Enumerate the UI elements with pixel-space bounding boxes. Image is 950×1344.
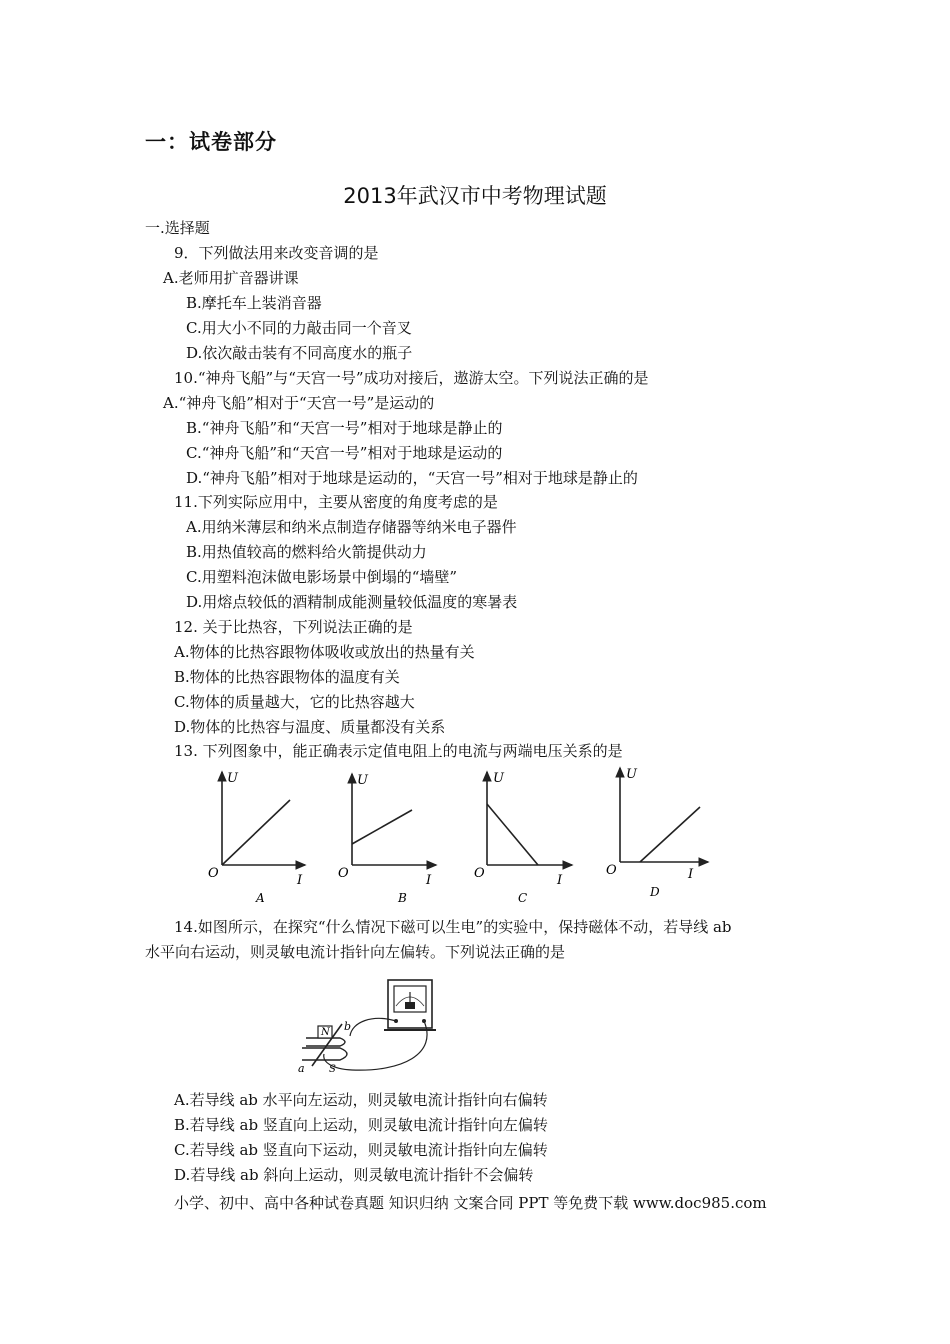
q13-graphs-figure xyxy=(200,762,730,904)
graph-c xyxy=(474,771,572,904)
q9-stem: 9．下列做法用来改变音调的是 xyxy=(174,244,379,262)
u-magnet xyxy=(302,1026,347,1075)
graph-a-y-label: U xyxy=(227,771,238,786)
footer-text: 小学、初中、高中各种试卷真题 知识归纳 文案合同 PPT 等免费下载 www.doc985.com xyxy=(174,1194,767,1212)
q12-stem: 12. 关于比热容，下列说法正确的是 xyxy=(174,618,413,636)
graph-b-y-label: U xyxy=(357,773,368,788)
q14-apparatus-figure xyxy=(292,974,442,1082)
q10-option-d: D.“神舟飞船”相对于地球是运动的，“天宫一号”相对于地球是静止的 xyxy=(186,469,638,487)
q11-option-c: C.用塑料泡沫做电影场景中倒塌的“墙壁” xyxy=(186,568,458,586)
galvanometer xyxy=(384,980,436,1030)
q14-option-b: B.若导线 ab 竖直向上运动，则灵敏电流计指针向左偏转 xyxy=(174,1116,548,1134)
graph-d-y-label: U xyxy=(626,767,637,782)
conductor-a-label: a xyxy=(298,1062,305,1075)
q9-option-d: D.依次敲击装有不同高度水的瓶子 xyxy=(186,344,413,362)
graph-d-x-label: I xyxy=(688,867,694,882)
q11-option-b: B.用热值较高的燃料给火箭提供动力 xyxy=(186,543,427,561)
q11-option-a: A.用纳米薄层和纳米点制造存储器等纳米电子器件 xyxy=(186,518,517,536)
q10-option-c: C.“神舟飞船”和“天宫一号”相对于地球是运动的 xyxy=(186,444,503,462)
q14-stem-line1: 14.如图所示，在探究“什么情况下磁可以生电”的实验中，保持磁体不动，若导线 ab xyxy=(174,918,732,936)
graph-d-label: D xyxy=(650,885,660,899)
conductor-b-label: b xyxy=(344,1020,352,1033)
section-heading: 一：试卷部分 xyxy=(145,129,277,154)
graph-c-y-label: U xyxy=(493,771,504,786)
q12-option-c: C.物体的质量越大，它的比热容越大 xyxy=(174,693,415,711)
part-label: 一.选择题 xyxy=(145,219,210,237)
exam-title: 2013年武汉市中考物理试题 xyxy=(343,184,607,208)
q14-stem-line2: 水平向右运动，则灵敏电流计指针向左偏转。下列说法正确的是 xyxy=(145,943,566,961)
graph-a xyxy=(208,771,305,904)
magnet-n-label: N xyxy=(321,1027,330,1038)
graph-c-x-label: I xyxy=(557,873,563,888)
graph-c-line xyxy=(487,804,538,865)
graph-b-origin: O xyxy=(338,866,349,881)
q10-stem: 10.“神舟飞船”与“天宫一号”成功对接后，遨游太空。下列说法正确的是 xyxy=(174,369,649,387)
graph-b xyxy=(338,773,436,904)
graph-d-origin: O xyxy=(606,863,617,878)
q9-option-c: C.用大小不同的力敲击同一个音叉 xyxy=(186,319,412,337)
graph-a-label: A xyxy=(256,891,265,904)
q9-option-a: A.老师用扩音器讲课 xyxy=(163,269,299,287)
graph-c-label: C xyxy=(518,891,528,904)
graph-d-line xyxy=(640,807,700,862)
graph-a-origin: O xyxy=(208,866,219,881)
graph-a-x-label: I xyxy=(297,873,303,888)
q14-option-c: C.若导线 ab 竖直向下运动，则灵敏电流计指针向左偏转 xyxy=(174,1141,548,1159)
graph-b-line xyxy=(352,810,412,844)
q12-option-a: A.物体的比热容跟物体吸收或放出的热量有关 xyxy=(174,643,475,661)
graph-a-line xyxy=(222,800,290,865)
q14-option-d: D.若导线 ab 斜向上运动，则灵敏电流计指针不会偏转 xyxy=(174,1166,534,1184)
q9-option-b: B.摩托车上装消音器 xyxy=(186,294,322,312)
q14-option-a: A.若导线 ab 水平向左运动，则灵敏电流计指针向右偏转 xyxy=(174,1091,548,1109)
graph-d xyxy=(606,767,708,899)
q10-option-b: B.“神舟飞船”和“天宫一号”相对于地球是静止的 xyxy=(186,419,503,437)
q13-stem: 13. 下列图象中，能正确表示定值电阻上的电流与两端电压关系的是 xyxy=(174,742,623,760)
q12-option-b: B.物体的比热容跟物体的温度有关 xyxy=(174,668,400,686)
magnet-s-label: S xyxy=(329,1064,336,1075)
graph-c-origin: O xyxy=(474,866,485,881)
graph-b-label: B xyxy=(398,891,407,904)
q12-option-d: D.物体的比热容与温度、质量都没有关系 xyxy=(174,718,446,736)
graph-b-x-label: I xyxy=(426,873,432,888)
q11-stem: 11.下列实际应用中，主要从密度的角度考虑的是 xyxy=(174,493,498,511)
q10-option-a: A.“神舟飞船”相对于“天宫一号”是运动的 xyxy=(163,394,435,412)
q11-option-d: D.用熔点较低的酒精制成能测量较低温度的寒暑表 xyxy=(186,593,518,611)
